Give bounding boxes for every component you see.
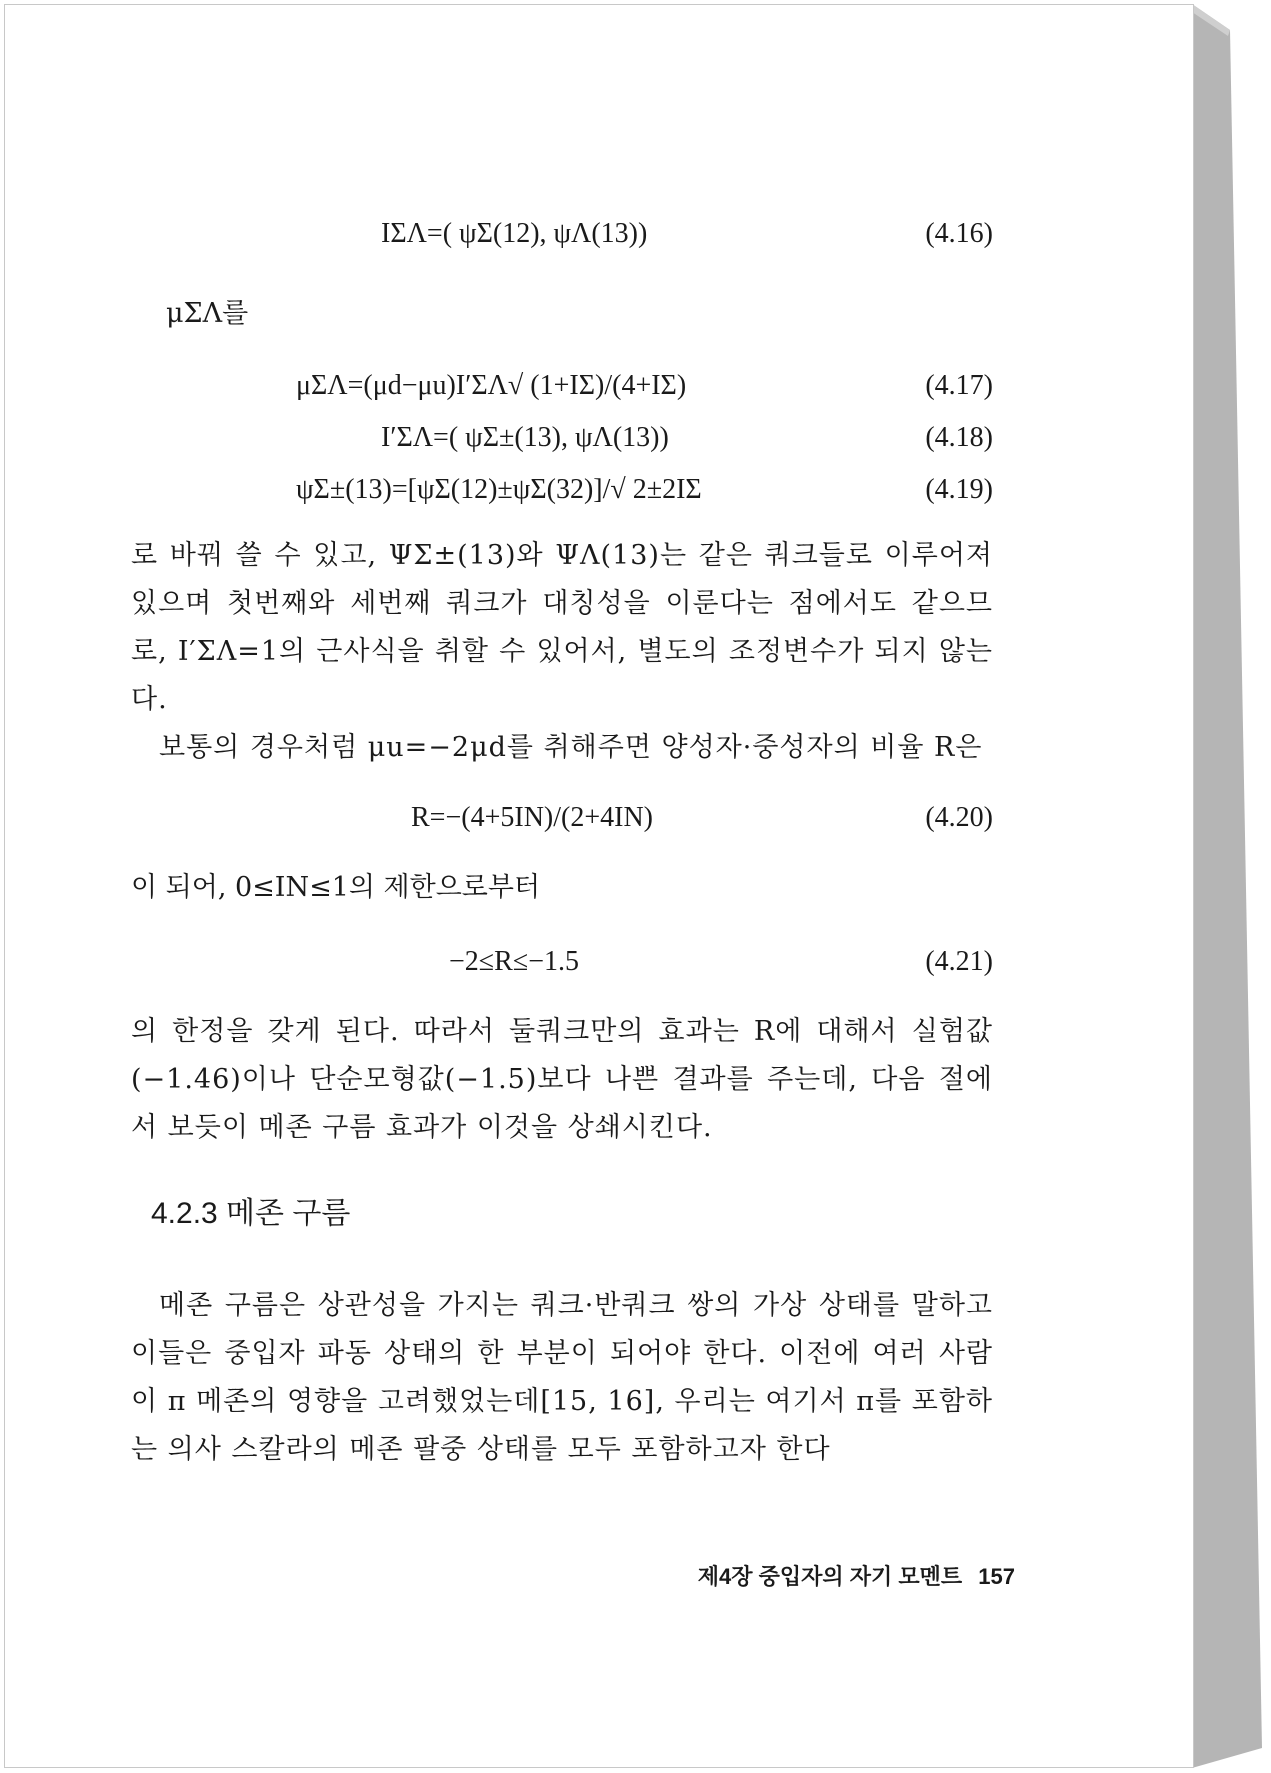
equation-4-19 <box>131 466 993 518</box>
equation-number: (4.18) <box>925 422 993 453</box>
equation-expr: μΣΛ=(μd−μu)I′ΣΛ√ (1+IΣ)/(4+IΣ) <box>296 370 687 401</box>
lead-text-2: 이 되어, 0≤IN≤1의 제한으로부터 <box>131 872 541 903</box>
running-footer <box>688 1560 1015 1591</box>
equation-expr: I′ΣΛ=( ψΣ±(13), ψΛ(13)) <box>381 422 669 453</box>
equation-number: (4.19) <box>925 474 993 505</box>
equation-expr: IΣΛ=( ψΣ(12), ψΛ(13)) <box>381 218 648 249</box>
equation-number: (4.20) <box>925 802 993 833</box>
paragraph-4: 메존 구름은 상관성을 가지는 쿼크·반쿼크 쌍의 가상 상태를 말하고 이들은 중입자 파동 상태의 한 부분이 되어야 한다. 이전에 여러 사람이 π 메존의 영향을 고려했었는데[15, 16], 우리는 여기서 π를 포함하는 의사 스칼라의 메존 팔중 상태를 모두 포함하고자 한다 <box>131 1290 993 1465</box>
page-number: 157 <box>978 1564 1015 1589</box>
chapter-title: 제4장 중입자의 자기 모멘트 <box>697 1564 963 1589</box>
equation-expr: −2≤R≤−1.5 <box>449 946 579 977</box>
lead-text-1: μΣΛ를 <box>166 298 249 329</box>
paragraph-1: 로 바꿔 쓸 수 있고, ΨΣ±(13)와 ΨΛ(13)는 같은 쿼크들로 이루어져 있으며 첫번째와 세번째 쿼크가 대칭성을 이룬다는 점에서도 같으므로, I′ΣΛ=1의 근사식을 취할 수 있어서, 별도의 조정변수가 되지 않는다. <box>131 540 993 715</box>
paragraph-2: 보통의 경우처럼 μu=−2μd를 취해주면 양성자·중성자의 비율 R은 <box>159 732 983 763</box>
equation-4-16 <box>131 210 993 262</box>
section-heading: 4.2.3 메존 구름 <box>151 1197 351 1230</box>
equation-4-18 <box>131 414 993 466</box>
equation-4-17 <box>131 362 993 414</box>
equation-number: (4.21) <box>925 946 993 977</box>
page-content <box>131 210 993 1474</box>
equation-expr: R=−(4+5IN)/(2+4IN) <box>411 802 654 833</box>
equation-4-20 <box>131 794 993 846</box>
paragraph-3: 의 한정을 갖게 된다. 따라서 둘쿼크만의 효과는 R에 대해서 실험값(−1.46)이나 단순모형값(−1.5)보다 나쁜 결과를 주는데, 다음 절에서 보듯이 메존 구름 효과가 이것을 상쇄시킨다. <box>131 1016 993 1143</box>
equation-expr: ψΣ±(13)=[ψΣ(12)±ψΣ(32)]/√ 2±2IΣ <box>296 474 702 505</box>
equation-number: (4.17) <box>925 370 993 401</box>
equation-4-21 <box>131 938 993 990</box>
equation-number: (4.16) <box>925 218 993 249</box>
